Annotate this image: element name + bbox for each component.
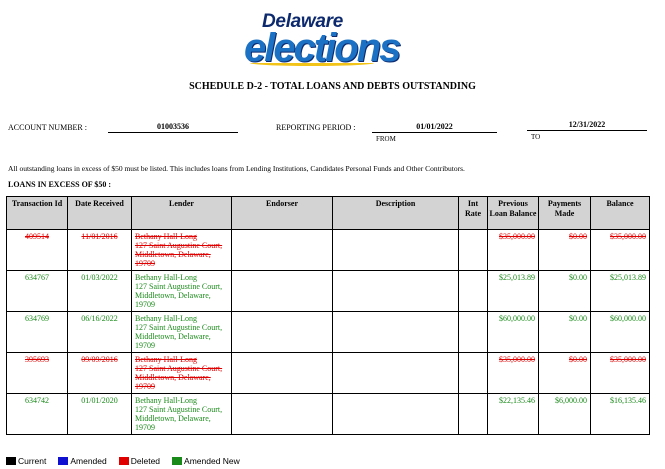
legend-item-deleted xyxy=(119,456,160,466)
schedule-title: SCHEDULE D-2 - TOTAL LOANS AND DEBTS OUTSTANDING xyxy=(189,81,476,92)
header-balance: Balance xyxy=(591,197,650,230)
delaware-elections-logo xyxy=(244,8,400,70)
logo-text-bottom: elections xyxy=(244,26,400,70)
lender-address-line2: Middletown, Delaware, xyxy=(135,373,211,382)
lender-zip: 19709 xyxy=(135,423,155,432)
cell-lender xyxy=(132,271,232,312)
cell-transaction-id: 409514 xyxy=(7,230,68,271)
cell-balance: $16,135.46 xyxy=(591,394,650,435)
cell-balance: $60,000.00 xyxy=(591,312,650,353)
lender-address-line1: 127 Saint Augustine Court, xyxy=(135,405,223,414)
period-from-value: 01/01/2022 xyxy=(372,122,497,133)
lender-name: Bethany Hall-Long xyxy=(135,396,197,405)
cell-payments-made: $0.00 xyxy=(539,312,591,353)
lender-address-line2: Middletown, Delaware, xyxy=(135,414,211,423)
lender-address-line1: 127 Saint Augustine Court, xyxy=(135,364,223,373)
cell-int-rate xyxy=(459,230,488,271)
table-row xyxy=(7,394,650,435)
cell-int-rate xyxy=(459,394,488,435)
disclosure-note: All outstanding loans in excess of $50 must be listed. This includes loans from Lending Institutions, Candidates Personal Funds and Other Contributors. xyxy=(8,164,465,173)
lender-name: Bethany Hall-Long xyxy=(135,355,197,364)
cell-payments-made: $0.00 xyxy=(539,271,591,312)
header-transaction-id: Transaction Id xyxy=(7,197,68,230)
header-int-rate: Int Rate xyxy=(459,197,488,230)
legend-item-amended-new xyxy=(172,456,240,466)
lender-address-line1: 127 Saint Augustine Court, xyxy=(135,241,223,250)
cell-date-received: 06/16/2022 xyxy=(68,312,132,353)
lender-zip: 19709 xyxy=(135,300,155,309)
cell-previous-balance: $22,135.46 xyxy=(488,394,539,435)
cell-previous-balance: $60,000.00 xyxy=(488,312,539,353)
table-row xyxy=(7,353,650,394)
cell-lender xyxy=(132,230,232,271)
period-to-value: 12/31/2022 xyxy=(527,120,647,131)
cell-lender xyxy=(132,312,232,353)
reporting-period-label: REPORTING PERIOD : xyxy=(276,123,356,132)
cell-lender xyxy=(132,353,232,394)
loans-table xyxy=(6,196,650,435)
header-date-received: Date Received xyxy=(68,197,132,230)
cell-int-rate xyxy=(459,353,488,394)
cell-date-received: 09/09/2016 xyxy=(68,353,132,394)
cell-int-rate xyxy=(459,271,488,312)
section-title: LOANS IN EXCESS OF $50 : xyxy=(8,180,112,189)
lender-address-line2: Middletown, Delaware, xyxy=(135,291,211,300)
lender-address-line2: Middletown, Delaware, xyxy=(135,332,211,341)
legend-swatch-current xyxy=(6,457,16,465)
cell-balance: $35,000.00 xyxy=(591,230,650,271)
cell-transaction-id: 634767 xyxy=(7,271,68,312)
legend-swatch-amended xyxy=(58,457,68,465)
legend-item-current xyxy=(6,456,46,466)
cell-endorser xyxy=(232,271,333,312)
cell-endorser xyxy=(232,230,333,271)
lender-zip: 19709 xyxy=(135,382,155,391)
table-row xyxy=(7,312,650,353)
lender-address-line1: 127 Saint Augustine Court, xyxy=(135,323,223,332)
lender-address-line1: 127 Saint Augustine Court, xyxy=(135,282,223,291)
lender-name: Bethany Hall-Long xyxy=(135,314,197,323)
period-to-label: TO xyxy=(531,133,541,141)
legend-label-current: Current xyxy=(18,456,47,466)
period-from-label: FROM xyxy=(376,135,396,143)
cell-date-received: 01/01/2020 xyxy=(68,394,132,435)
table-row xyxy=(7,230,650,271)
legend-label-amended: Amended xyxy=(70,456,107,466)
logo-text-top: Delaware xyxy=(262,11,344,32)
account-number-value: 01003536 xyxy=(108,122,238,133)
cell-transaction-id: 634742 xyxy=(7,394,68,435)
legend-swatch-amended-new xyxy=(172,457,182,465)
header-endorser: Endorser xyxy=(232,197,333,230)
cell-endorser xyxy=(232,312,333,353)
cell-transaction-id: 634769 xyxy=(7,312,68,353)
cell-transaction-id: 395693 xyxy=(7,353,68,394)
cell-int-rate xyxy=(459,312,488,353)
cell-endorser xyxy=(232,394,333,435)
cell-date-received: 11/01/2016 xyxy=(68,230,132,271)
cell-description xyxy=(333,394,459,435)
lender-zip: 19709 xyxy=(135,259,155,268)
cell-balance: $35,000.00 xyxy=(591,353,650,394)
cell-description xyxy=(333,353,459,394)
legend-swatch-deleted xyxy=(119,457,129,465)
cell-previous-balance: $35,000.00 xyxy=(488,353,539,394)
cell-payments-made: $0.00 xyxy=(539,230,591,271)
lender-name: Bethany Hall-Long xyxy=(135,232,197,241)
header-previous-loan-balance: Previous Loan Balance xyxy=(488,197,539,230)
legend-item-amended xyxy=(58,456,106,466)
cell-description xyxy=(333,312,459,353)
status-legend xyxy=(6,456,252,466)
table-header-row xyxy=(7,197,650,230)
cell-balance: $25,013.89 xyxy=(591,271,650,312)
lender-name: Bethany Hall-Long xyxy=(135,273,197,282)
table-row xyxy=(7,271,650,312)
logo-swoosh-icon xyxy=(250,60,374,66)
header-payments-made: Payments Made xyxy=(539,197,591,230)
cell-description xyxy=(333,230,459,271)
cell-previous-balance: $25,013.89 xyxy=(488,271,539,312)
lender-zip: 19709 xyxy=(135,341,155,350)
header-description: Description xyxy=(333,197,459,230)
cell-payments-made: $6,000.00 xyxy=(539,394,591,435)
cell-payments-made: $0.00 xyxy=(539,353,591,394)
cell-date-received: 01/03/2022 xyxy=(68,271,132,312)
cell-previous-balance: $35,000.00 xyxy=(488,230,539,271)
legend-label-deleted: Deleted xyxy=(130,456,161,466)
legend-label-amended-new: Amended New xyxy=(184,456,240,466)
account-number-label: ACCOUNT NUMBER : xyxy=(8,123,87,132)
lender-address-line2: Middletown, Delaware, xyxy=(135,250,211,259)
header-lender: Lender xyxy=(132,197,232,230)
cell-description xyxy=(333,271,459,312)
cell-endorser xyxy=(232,353,333,394)
cell-lender xyxy=(132,394,232,435)
